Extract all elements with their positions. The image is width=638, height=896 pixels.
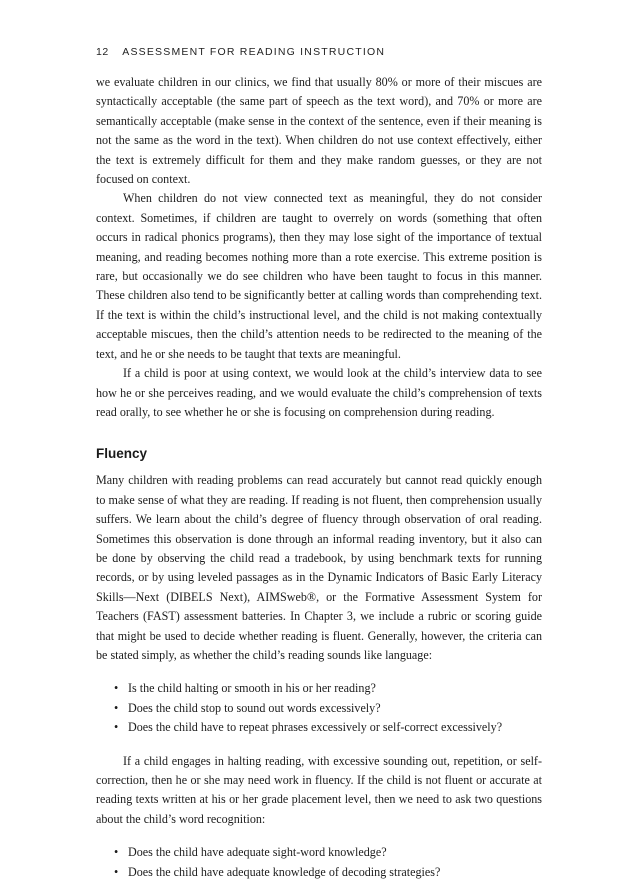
page-body — [96, 73, 542, 896]
paragraph-context-meaning: When children do not view connected text as meaningful, they do not consider context. Sometimes, if children are taught to overrely on words (something that often occurs in radical phonics programs), then they may lose sight of the importance of textual meaning, and reading becomes nothing more than a rote exercise. This extreme position is rare, but occasionally we do see children who have been taught to focus in this manner. These children also tend to be significantly better at calling words than comprehending text. If the text is within the child’s instructional level, and the child is not making contextually acceptable miscues, then the child’s attention needs to be redirected to the meaning of the text, and he or she needs to be taught that texts are meaningful. — [96, 191, 542, 361]
page-number: 12 — [96, 46, 109, 58]
paragraph-continued: we evaluate children in our clinics, we find that usually 80% or more of their miscues are syntactically acceptable (the same part of speech as the text word), and 70% or more are semantically acceptable (make sense in the context of the sentence, even if their meaning is not the same as the word in the text). When children do not use context effectively, either the text is extremely difficult for them and they make random guesses, or they are not focused on context. — [96, 75, 542, 187]
list-item: • Does the child stop to sound out words excessively? — [114, 699, 542, 718]
running-header — [96, 46, 546, 58]
running-title: ASSESSMENT FOR READING INSTRUCTION — [122, 46, 386, 58]
list-item: • Does the child have adequate sight-word knowledge? — [114, 843, 542, 862]
list-item: • Does the child have adequate knowledge of decoding strategies? — [114, 863, 542, 882]
paragraph-fluency-intro: Many children with reading problems can read accurately but cannot read quickly enough to make sense of what they are reading. If reading is not fluent, then comprehension usually suffers. We learn about the child’s degree of fluency through observation of oral reading. Sometimes this observation is done through an informal reading inventory, but it also can be done by observing the child read a tradebook, by using benchmark texts for running records, or by using leveled passages as in the Dynamic Indicators of Basic Early Literacy Skills—Next (DIBELS Next), AIMSweb®, or the Formative Assessment System for Teachers (FAST) assessment batteries. In Chapter 3, we include a rubric or scoring guide that might be used to decide whether reading is fluent. Generally, however, the criteria can be stated simply, as whether the child’s reading sounds like language: — [96, 473, 542, 662]
bullet-list-fluency-questions — [96, 679, 542, 737]
section-heading-fluency: Fluency — [96, 446, 148, 462]
paragraph-poor-context: If a child is poor at using context, we would look at the child’s interview data to see how he or she perceives reading, and we would evaluate the child’s comprehension of texts read orally, to see whether he or she is focusing on comprehension during reading. — [96, 366, 542, 419]
list-item: • Is the child halting or smooth in his or her reading? — [114, 679, 542, 698]
paragraph-halting-reading: If a child engages in halting reading, with excessive sounding out, repetition, or self-correction, then he or she may need work in fluency. If the child is not fluent or accurate at reading texts written at his or her grade placement level, then we need to ask two questions about the child’s word recognition: — [96, 753, 542, 826]
bullet-list-word-recognition — [96, 843, 542, 882]
list-item: • Does the child have to repeat phrases excessively or self-correct excessively? — [114, 718, 542, 737]
